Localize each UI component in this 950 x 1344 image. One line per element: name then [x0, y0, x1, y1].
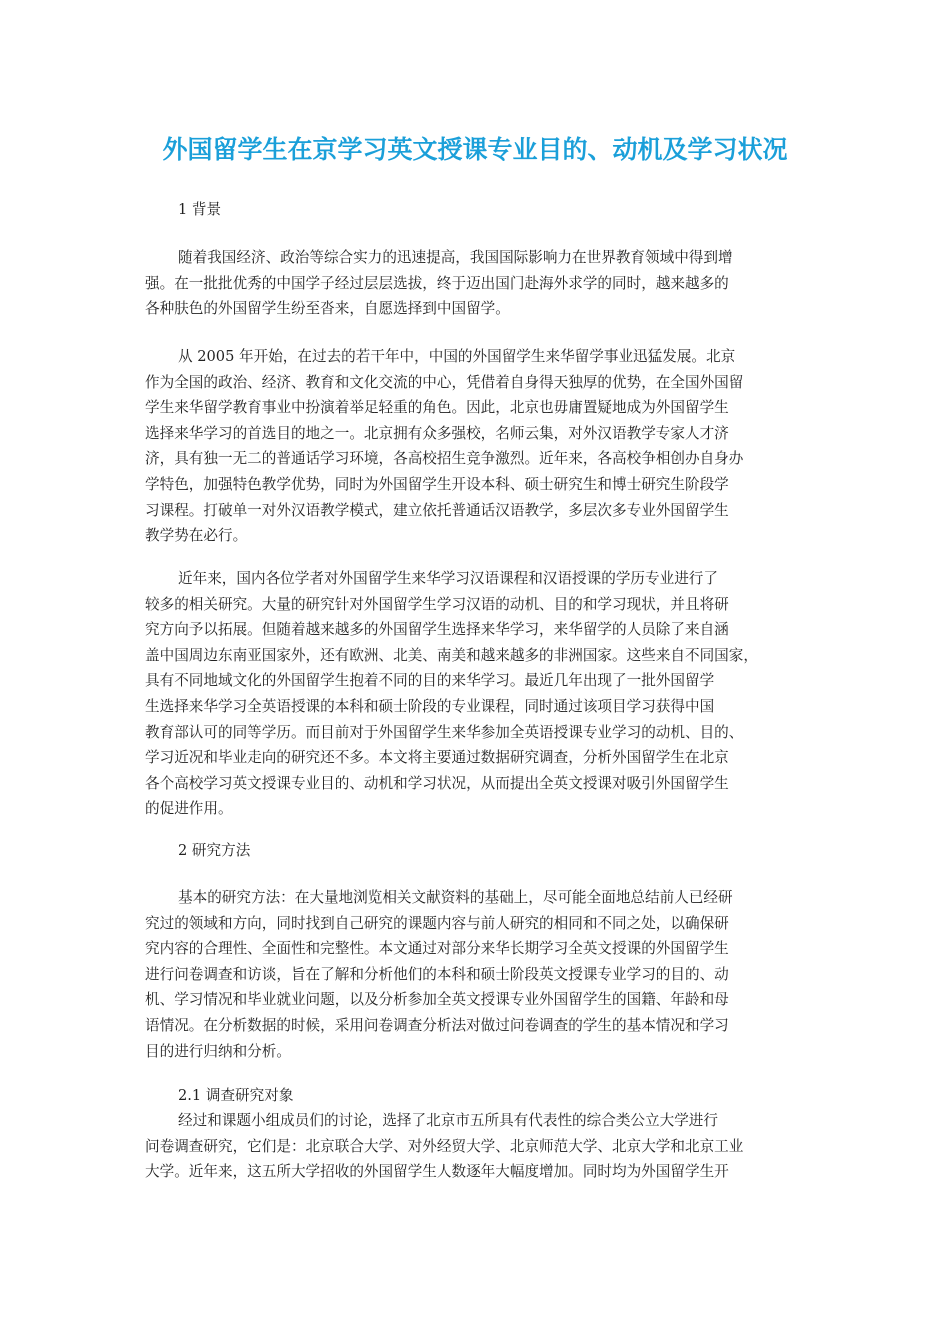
text-line: 学习近况和毕业走向的研究还不多。本文将主要通过数据研究调查，分析外国留学生在北京	[145, 749, 729, 767]
text-line: 随着我国经济、政治等综合实力的迅速提高，我国国际影响力在世界教育领域中得到增	[178, 249, 733, 266]
text-line: 问卷调查研究，它们是：北京联合大学、对外经贸大学、北京师范大学、北京大学和北京工业	[145, 1137, 744, 1155]
text-line: 语情况。在分析数据的时候，采用问卷调查分析法对做过问卷调查的学生的基本情况和学习	[145, 1016, 729, 1034]
text-line: 经过和课题小组成员们的讨论，选择了北京市五所具有代表性的综合类公立大学进行	[178, 1112, 718, 1129]
text-line: 从 2005 年开始，在过去的若干年中，中国的外国留学生来华留学事业迅猛发展。北京	[178, 348, 736, 365]
text-line: 习课程。打破单一对外汉语教学模式，建立依托普通话汉语教学，多层次多专业外国留学生	[145, 501, 729, 519]
text-line: 目的进行归纳和分析。	[145, 1042, 291, 1060]
text-line: 学特色，加强特色教学优势，同时为外国留学生开设本科、硕士研究生和博士研究生阶段学	[145, 475, 729, 493]
section-heading-methods: 2 研究方法	[178, 842, 251, 859]
text-line: 较多的相关研究。大量的研究针对外国留学生学习汉语的动机、目的和学习现状，并且将研	[145, 595, 729, 613]
text-line: 济，具有独一无二的普通话学习环境，各高校招生竞争激烈。近年来，各高校争相创办自身办	[145, 450, 744, 468]
text-line: 教育部认可的同等学历。而目前对于外国留学生来华参加全英语授课专业学习的动机、目的、	[145, 723, 744, 741]
text-line: 各个高校学习英文授课专业目的、动机和学习状况，从而提出全英文授课对吸引外国留学生	[145, 774, 729, 792]
text-line: 进行问卷调查和访谈，旨在了解和分析他们的本科和硕士阶段英文授课专业学习的目的、动	[145, 965, 729, 983]
text-line: 学生来华留学教育事业中扮演着举足轻重的角色。因此，北京也毋庸置疑地成为外国留学生	[145, 399, 729, 417]
text-line: 究内容的合理性、全面性和完整性。本文通过对部分来华长期学习全英文授课的外国留学生	[145, 940, 729, 958]
paragraph-subjects	[145, 1108, 810, 1185]
text-line: 大学。近年来，这五所大学招收的外国留学生人数逐年大幅度增加。同时均为外国留学生开	[145, 1163, 729, 1181]
text-line: 各种肤色的外国留学生纷至沓来，自愿选择到中国留学。	[145, 300, 510, 318]
document-title: 外国留学生在京学习英文授课专业目的、动机及学习状况	[162, 135, 788, 164]
text-line: 选择来华学习的首选目的地之一。北京拥有众多强校，名师云集，对外汉语教学专家人才济	[145, 424, 729, 442]
paragraph-background-3	[145, 566, 810, 822]
text-line: 生选择来华学习全英语授课的本科和硕士阶段的专业课程，同时通过该项目学习获得中国	[145, 697, 715, 715]
paragraph-background-2	[145, 344, 810, 549]
text-line: 具有不同地域文化的外国留学生抱着不同的目的来华学习。最近几年出现了一批外国留学	[145, 672, 715, 690]
text-line: 的促进作用。	[145, 800, 233, 818]
section-heading-subjects: 2.1 调查研究对象	[178, 1087, 294, 1104]
text-line: 近年来，国内各位学者对外国留学生来华学习汉语课程和汉语授课的学历专业进行了	[178, 570, 718, 587]
text-line: 盖中国周边东南亚国家外，还有欧洲、北美、南美和越来越多的非洲国家。这些来自不同国家，	[145, 646, 758, 664]
text-line: 教学势在必行。	[145, 527, 248, 545]
paragraph-methods	[145, 885, 810, 1064]
text-line: 机、学习情况和毕业就业问题，以及分析参加全英文授课专业外国留学生的国籍、年龄和母	[145, 991, 729, 1009]
text-line: 基本的研究方法：在大量地浏览相关文献资料的基础上，尽可能全面地总结前人已经研	[178, 889, 733, 906]
section-heading-background: 1 背景	[178, 201, 222, 218]
text-line: 作为全国的政治、经济、教育和文化交流的中心，凭借着自身得天独厚的优势，在全国外国留	[145, 373, 744, 391]
paragraph-background-1	[145, 245, 810, 322]
text-line: 究方向予以拓展。但随着越来越多的外国留学生选择来华学习，来华留学的人员除了来自涵	[145, 621, 729, 639]
text-line: 究过的领域和方向，同时找到自己研究的课题内容与前人研究的相同和不同之处，以确保研	[145, 914, 729, 932]
text-line: 强。在一批批优秀的中国学子经过层层选拔，终于迈出国门赴海外求学的同时，越来越多的	[145, 274, 729, 292]
